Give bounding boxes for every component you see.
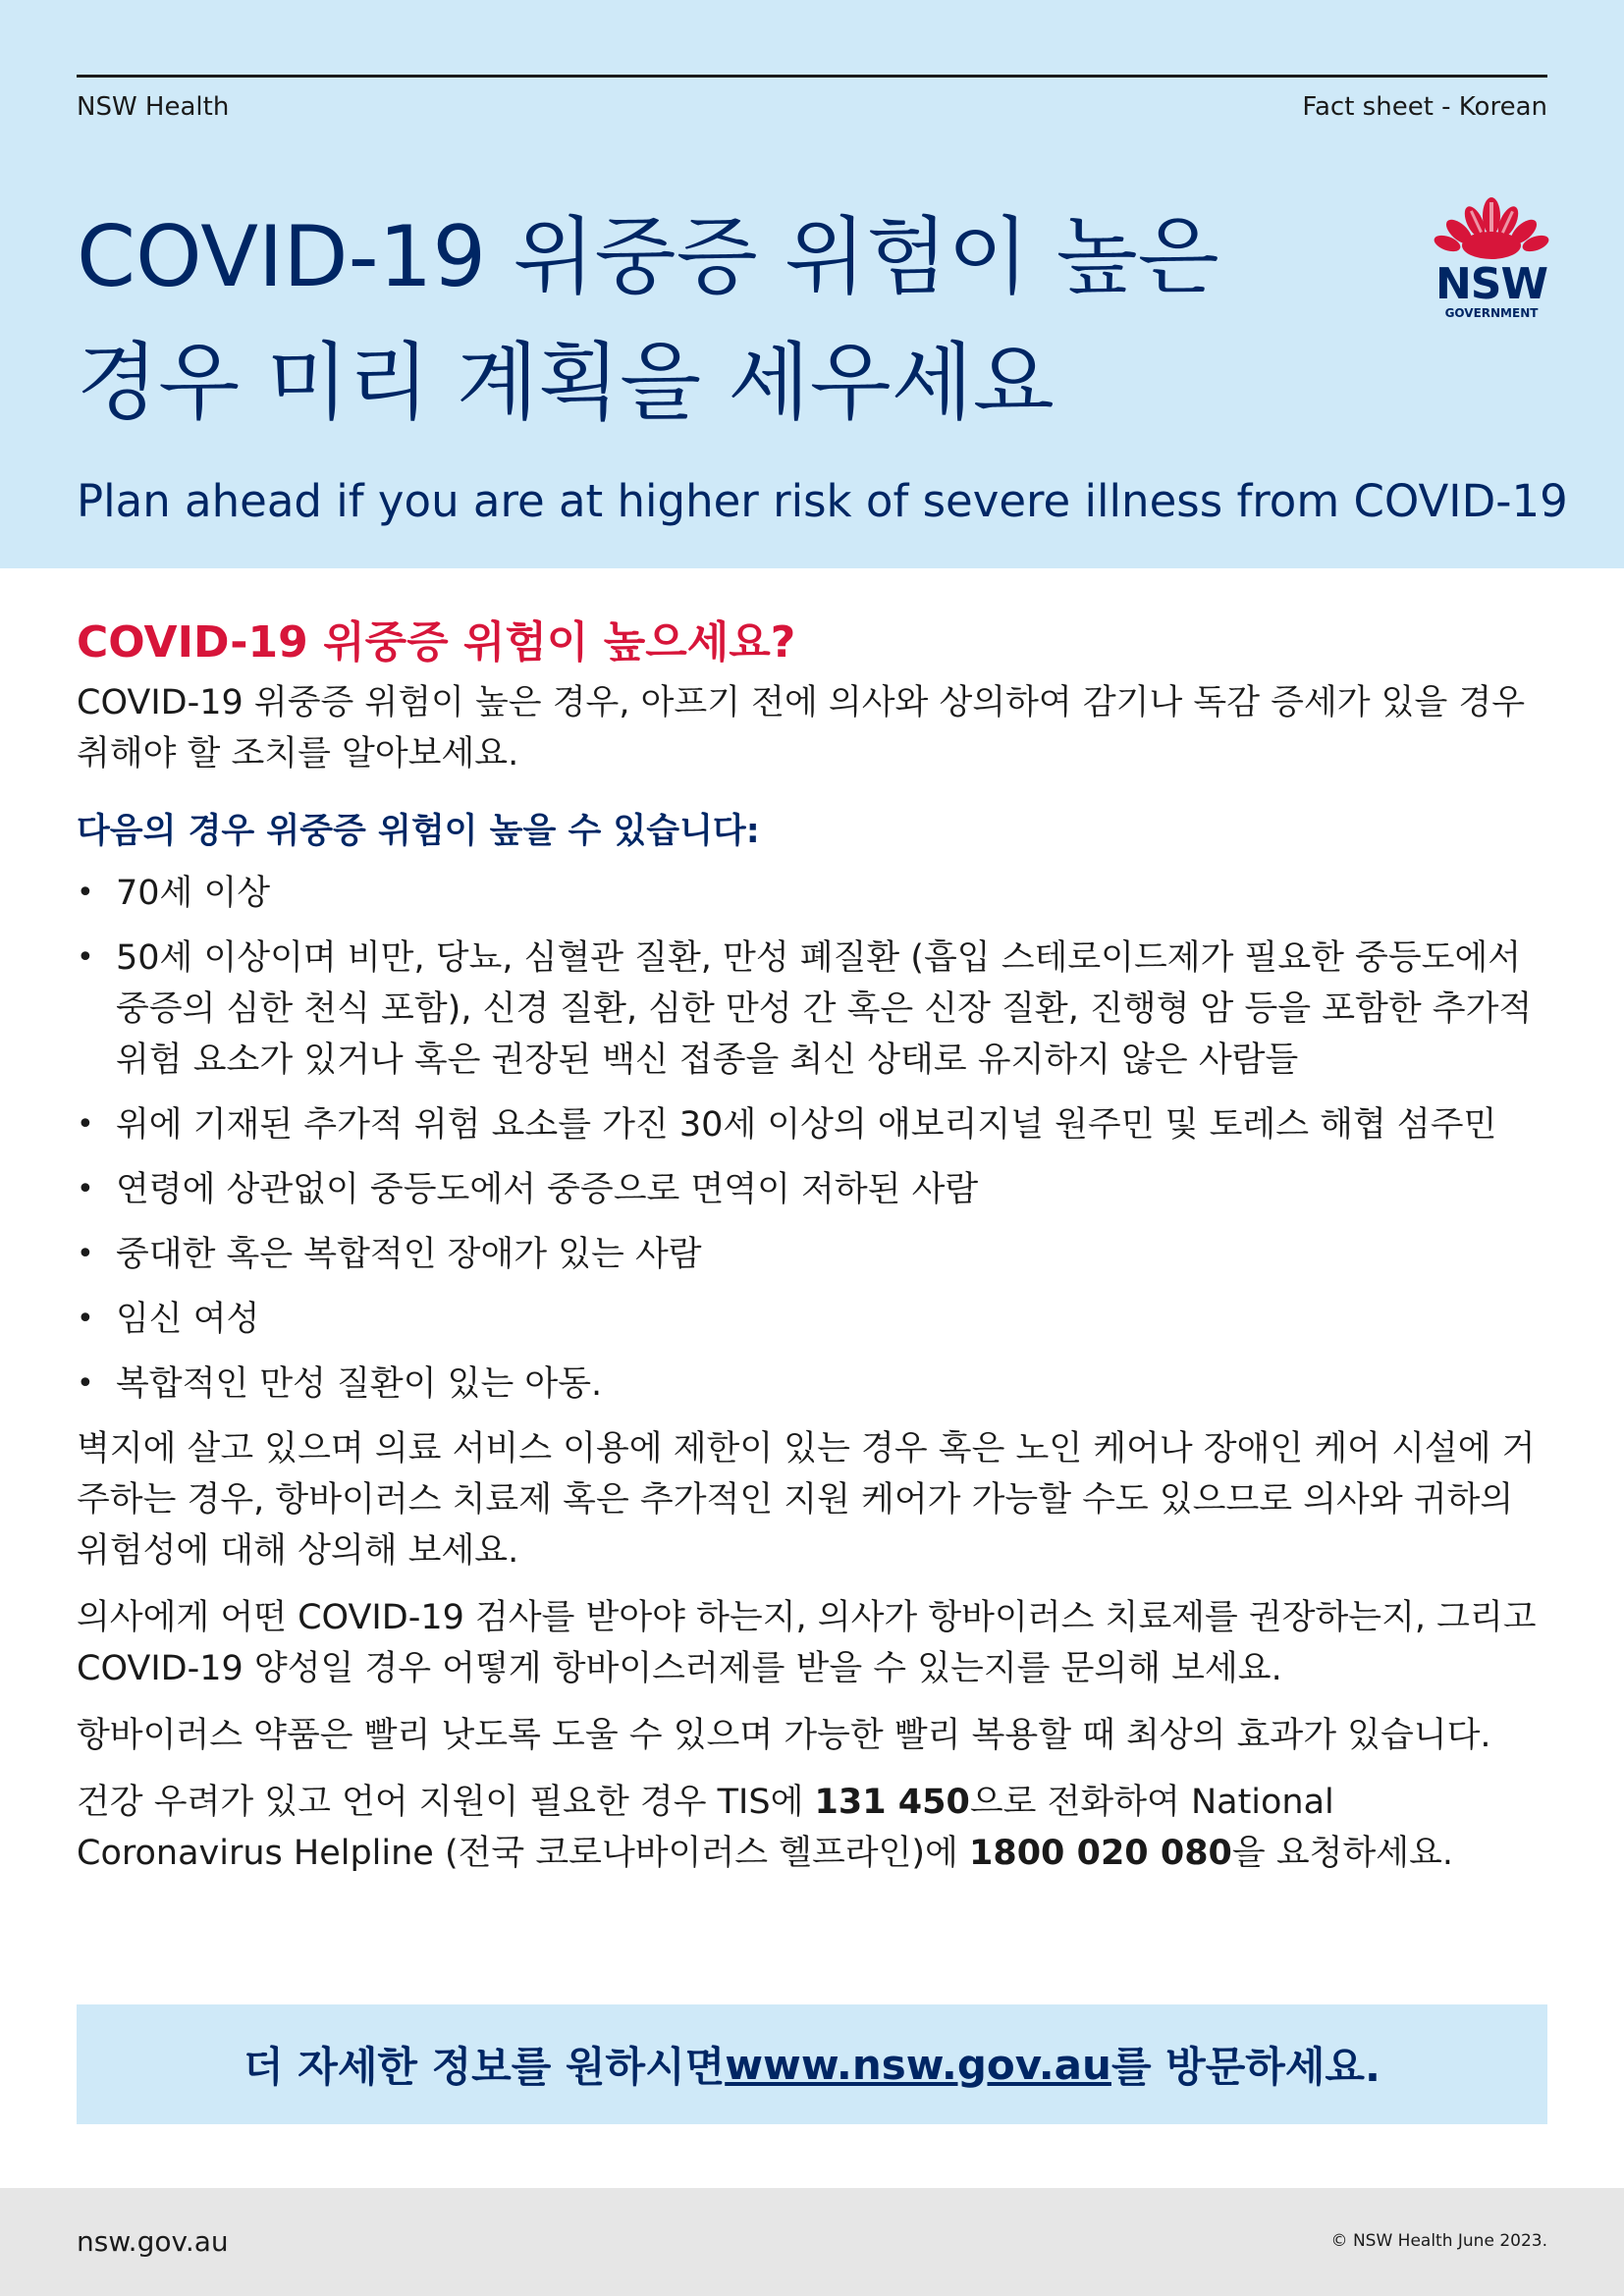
header-banner <box>0 0 1624 568</box>
more-info-prefix: 더 자세한 정보를 원하시면 <box>244 2043 726 2091</box>
helpline-paragraph <box>77 1777 1549 1879</box>
page-title-line-1: COVID-19 위중증 위험이 높은 <box>77 208 1219 306</box>
helpline-phone-number: 1800 020 080 <box>969 1834 1232 1873</box>
more-info-suffix: 를 방문하세요. <box>1110 2043 1380 2091</box>
nsw-government-logo <box>1432 196 1551 324</box>
logo-wordmark: NSW <box>1435 259 1548 309</box>
sheet-type-label: Fact sheet - Korean <box>1302 92 1547 122</box>
main-content <box>77 609 1549 1895</box>
helpline-text-3: 을 요청하세요. <box>1231 1834 1454 1873</box>
footer-website: nsw.gov.au <box>77 2225 229 2258</box>
nsw-website-link[interactable]: www.nsw.gov.au <box>725 2040 1111 2089</box>
remote-care-paragraph: 벽지에 살고 있으며 의료 서비스 이용에 제한이 있는 경우 혹은 노인 케어나 장애인 케어 시설에 거주하는 경우, 항바이러스 치료제 혹은 추가적인 지원 케어가 가능할 수도 있으므로 의사와 귀하의 위험성에 대해 상의해 보세요. <box>77 1429 1536 1571</box>
header-divider <box>77 75 1547 78</box>
more-info-banner <box>77 2004 1547 2124</box>
risk-list <box>77 868 1549 1410</box>
antiviral-paragraph: 항바이러스 약품은 빨리 낫도록 도울 수 있으며 가능한 빨리 복용할 때 최상의 효과가 있습니다. <box>77 1716 1491 1755</box>
page-subtitle: Plan ahead if you are at higher risk of severe illness from COVID-19 <box>77 475 1568 527</box>
page-title-line-2: 경우 미리 계획을 세우세요 <box>77 334 1055 432</box>
doctor-questions-paragraph: 의사에게 어떤 COVID-19 검사를 받아야 하는지, 의사가 항바이러스 치료제를 권장하는지, 그리고 COVID-19 양성일 경우 어떻게 항바이스러제를 받을 수 있는지를 문의해 보세요. <box>77 1598 1537 1688</box>
section-title: COVID-19 위중증 위험이 높으세요? <box>77 617 796 667</box>
risk-list-item: • 50세 이상이며 비만, 당뇨, 심혈관 질환, 만성 폐질환 (흡입 스테로이드제가 필요한 중등도에서 중증의 심한 천식 포함), 신경 질환, 심한 만성 간 혹은 신장 질환, 진행형 암 등을 포함한 추가적 위험 요소가 있거나 혹은 권장된 백신 접종을 최신 상태로 유지하지 않은 사람들 <box>77 933 1549 1086</box>
intro-paragraph: COVID-19 위중증 위험이 높은 경우, 아프기 전에 의사와 상의하여 감기나 독감 증세가 있을 경우 취해야 할 조치를 알아보세요. <box>77 683 1526 774</box>
tis-phone-number: 131 450 <box>814 1783 970 1822</box>
risk-list-item: • 복합적인 만성 질환이 있는 아동. <box>77 1359 1549 1410</box>
risk-heading: 다음의 경우 위중증 위험이 높을 수 있습니다: <box>77 812 760 851</box>
helpline-text-2: 으로 전화하여 National Coronavirus Helpline (전국 코로나바이러스 헬프라인)에 <box>77 1783 1334 1873</box>
risk-list-item: • 연령에 상관없이 중등도에서 중증으로 면역이 저하된 사람 <box>77 1164 1549 1215</box>
footer-copyright: © NSW Health June 2023. <box>1330 2231 1547 2251</box>
waratah-flower-icon <box>1432 196 1551 261</box>
page-title <box>77 194 1353 446</box>
organization-name: NSW Health <box>77 92 230 122</box>
risk-list-item: • 임신 여성 <box>77 1294 1549 1345</box>
risk-list-item: • 70세 이상 <box>77 868 1549 919</box>
footer <box>0 2188 1624 2296</box>
risk-list-item: • 중대한 혹은 복합적인 장애가 있는 사람 <box>77 1229 1549 1280</box>
risk-list-item: • 위에 기재된 추가적 위험 요소를 가진 30세 이상의 애보리지널 원주민 및 토레스 해협 섬주민 <box>77 1099 1549 1150</box>
helpline-text-1: 건강 우려가 있고 언어 지원이 필요한 경우 TIS에 <box>77 1783 815 1822</box>
logo-government-label: GOVERNMENT <box>1444 306 1539 320</box>
